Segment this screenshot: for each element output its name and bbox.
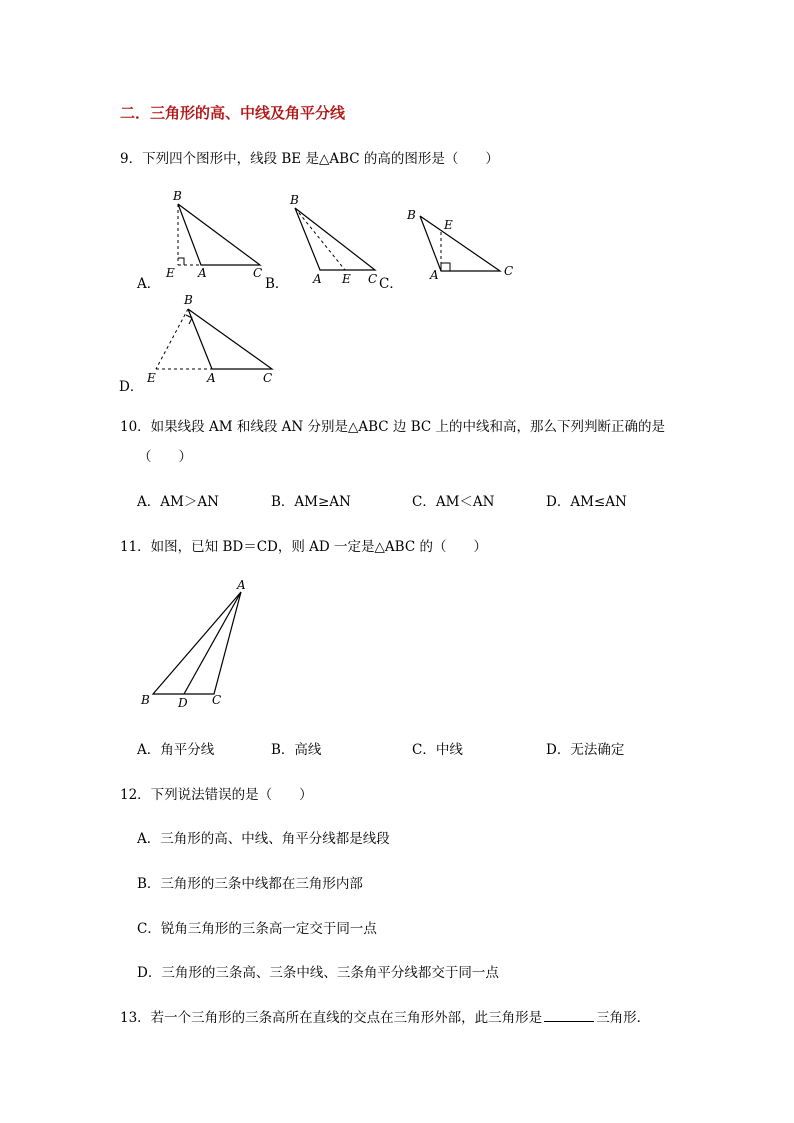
q9-option-a[interactable]: A． <box>137 276 161 292</box>
fig-d-label-c: C <box>263 371 273 385</box>
q10-stem-line2: （ ） <box>138 449 192 465</box>
q11-label-d: D <box>178 696 188 710</box>
fig-d-label-b: B <box>184 293 193 307</box>
q9-figure-b <box>289 193 377 286</box>
fig-a-label-a: A <box>198 266 207 280</box>
q11-label-b: B <box>141 693 150 707</box>
q11-option-b[interactable]: B．高线 <box>271 742 322 758</box>
q9-figure-a <box>165 189 262 280</box>
fig-d-label-e: E <box>147 371 156 385</box>
fig-c-label-c: C <box>504 264 514 278</box>
q11-option-d[interactable]: D．无法确定 <box>546 742 625 758</box>
q12-option-b[interactable]: B．三角形的三条中线都在三角形内部 <box>137 876 363 892</box>
fig-d-label-a: A <box>207 371 216 385</box>
q13-stem-after: 三角形． <box>596 1010 651 1026</box>
q10-option-a[interactable]: A．AM＞AN <box>137 494 219 510</box>
q13-answer-blank[interactable] <box>544 1009 594 1022</box>
q9-option-b[interactable]: B． <box>265 276 289 292</box>
fig-a-label-b: B <box>173 189 182 203</box>
fig-a-label-c: C <box>253 266 263 280</box>
q12-stem: 12．下列说法错误的是（ ） <box>120 787 313 803</box>
q11-label-a: A <box>237 578 246 592</box>
fig-b-label-b: B <box>290 193 299 207</box>
fig-b-label-a: A <box>313 272 322 286</box>
q13-stem <box>120 1006 650 1026</box>
fig-a-label-e: E <box>166 266 175 280</box>
q10-stem-line1: 10．如果线段 AM 和线段 AN 分别是△ABC 边 BC 上的中线和高，那么下列判断正确的是 <box>120 419 665 435</box>
fig-c-label-a: A <box>430 268 439 282</box>
q12-option-c[interactable]: C．锐角三角形的三条高一定交于同一点 <box>137 921 377 937</box>
q11-option-a[interactable]: A．角平分线 <box>137 742 215 758</box>
q10-option-d[interactable]: D．AM≤AN <box>546 494 627 510</box>
q9-figures <box>0 0 794 400</box>
q12-option-d[interactable]: D．三角形的三条高、三条中线、三条角平分线都交于同一点 <box>137 965 499 981</box>
q11-option-c[interactable]: C．中线 <box>412 742 463 758</box>
q10-option-b[interactable]: B．AM≥AN <box>271 494 351 510</box>
q9-figure-d <box>146 293 272 385</box>
q11-stem: 11．如图，已知 BD＝CD，则 AD 一定是△ABC 的（ ） <box>120 539 487 555</box>
fig-b-label-c: C <box>368 272 378 286</box>
q9-option-c[interactable]: C． <box>379 276 403 292</box>
fig-b-label-e: E <box>342 272 351 286</box>
section-title: 二．三角形的高、中线及角平分线 <box>120 104 346 122</box>
fig-c-label-b: B <box>407 208 416 222</box>
q9-stem: 9．下列四个图形中，线段 BE 是△ABC 的高的图形是（ ） <box>120 151 499 167</box>
q10-option-c[interactable]: C．AM＜AN <box>412 494 495 510</box>
q9-option-d[interactable]: D． <box>119 379 144 395</box>
q9-figure-c <box>406 208 513 282</box>
q12-option-a[interactable]: A．三角形的高、中线、角平分线都是线段 <box>137 831 390 847</box>
q11-figure <box>0 560 794 720</box>
q13-stem-before: 13．若一个三角形的三条高所在直线的交点在三角形外部，此三角形是 <box>120 1010 543 1026</box>
fig-c-label-e: E <box>444 218 453 232</box>
q11-label-c: C <box>212 693 222 707</box>
